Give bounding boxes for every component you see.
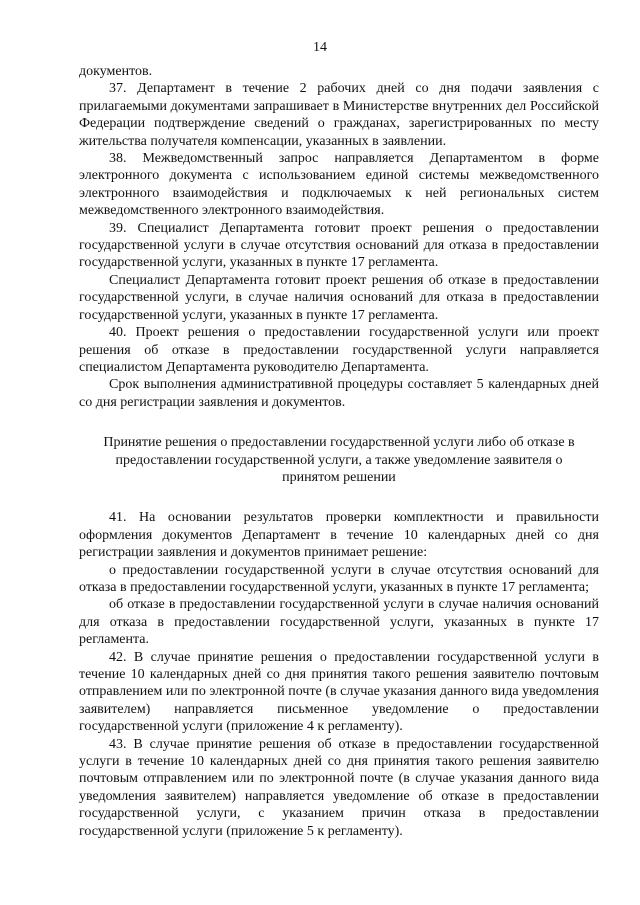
paragraph-39: 39. Специалист Департамента готовит проект решения о предоставлении государственной услуги в случае отсутствия оснований для отказа в предоставлении государственной услуги, указанных в пункте 17 регламента. <box>79 220 599 271</box>
section-heading: Принятие решения о предоставлении государственной услуги либо об отказе в предоставлении государственной услуги, а также уведомление заявителя о принятом решении <box>103 435 575 485</box>
paragraph-continuation: документов. <box>79 64 153 79</box>
page-number: 14 <box>313 40 327 55</box>
paragraph-43: 43. В случае принятие решения об отказе в предоставлении государственной услуги в течение 10 календарных дней со дня принятия такого решения заявителю почтовым отправлением или по электронной почте (в случае указания данного вида уведомления заявителем) направляется уведомление об отказе в предоставлении государственной услуги, с указанием причин отказа в предоставлении государственной услуги (приложение 5 к регламенту). <box>79 736 599 839</box>
paragraph-41: 41. На основании результатов проверки комплектности и правильности оформления документов Департамент в течение 10 календарных дней со дня регистрации заявления и документов принимает решение: <box>79 510 599 561</box>
paragraph-40-deadline: Срок выполнения административной процедуры составляет 5 календарных дней со дня регистрации заявления и документов. <box>79 377 599 410</box>
paragraph-37: 37. Департамент в течение 2 рабочих дней со дня подачи заявления с прилагаемыми документами запрашивает в Министерстве внутренних дел Российской Федерации подтверждение сведений о гражданах, зарегистрированных по месту жительства получателя компенсации, указанных в заявлении. <box>79 81 599 149</box>
paragraph-42: 42. В случае принятие решения о предоставлении государственной услуги в течение 10 календарных дней со дня принятия такого решения заявителю почтовым отправлением или по электронной почте (в случае указания данного вида уведомления заявителем) направляется письменное уведомление о предоставлении государственной услуги (приложение 4 к регламенту). <box>79 649 599 735</box>
paragraph-39-refusal: Специалист Департамента готовит проект решения об отказе в предоставлении государственной услуги, в случае наличия оснований для отказа в предоставлении государственной услуги, указанных в пункте 17 регламента. <box>79 272 599 323</box>
document-body <box>79 63 599 840</box>
paragraph-40: 40. Проект решения о предоставлении государственной услуги или проект решения об отказе в предоставлении государственной услуги направляется специалистом Департамента руководителю Департамента. <box>79 325 599 375</box>
paragraph-38: 38. Межведомственный запрос направляется Департаментом в форме электронного документа с использованием единой системы межведомственного электронного взаимодействия и подключаемых к ней региональных систем межведомственного электронного взаимодействия. <box>79 151 599 219</box>
paragraph-41-refusal: об отказе в предоставлении государственной услуги в случае наличия оснований для отказа в предоставлении государственной услуги, указанных в пункте 17 регламента. <box>79 597 599 648</box>
paragraph-41-grant: о предоставлении государственной услуги в случае отсутствия оснований для отказа в предоставлении государственной услуги, указанных в пункте 17 регламента; <box>79 562 599 595</box>
